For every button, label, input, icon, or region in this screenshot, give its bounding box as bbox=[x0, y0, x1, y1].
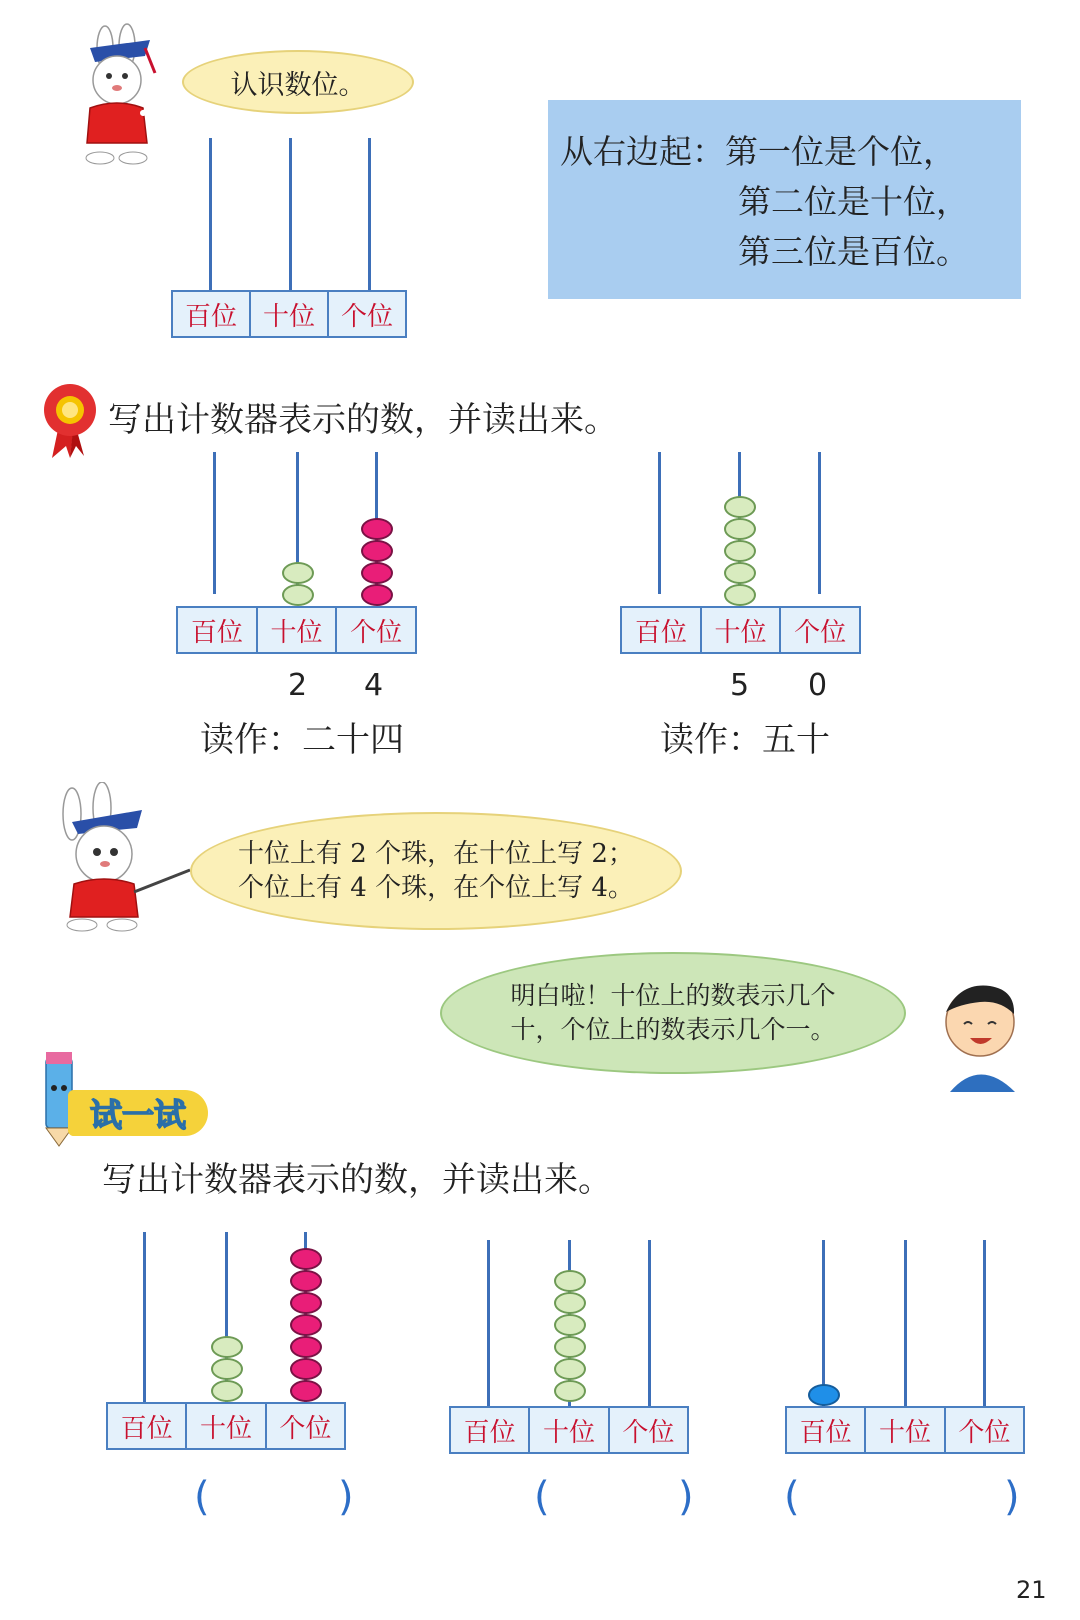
answer-blank[interactable] bbox=[212, 1478, 336, 1522]
intro-speech-bubble bbox=[182, 50, 414, 114]
tens-bead bbox=[724, 496, 756, 518]
answer-paren-open: ( bbox=[194, 1474, 210, 1520]
label-hundreds: 百位 bbox=[108, 1404, 187, 1448]
abacus-rod-ones bbox=[368, 138, 371, 290]
label-tens: 十位 bbox=[702, 608, 782, 652]
section1-heading: 写出计数器表示的数，并读出来。 bbox=[108, 400, 618, 440]
label-hundreds: 百位 bbox=[451, 1408, 530, 1452]
abacus-rod-ones bbox=[983, 1240, 986, 1406]
rabbit-note-line-2: 个位上有 4 个珠，在个位上写 4。 bbox=[238, 873, 634, 903]
label-tens: 十位 bbox=[258, 608, 338, 652]
ones-bead bbox=[361, 518, 393, 540]
label-tens: 十位 bbox=[866, 1408, 945, 1452]
page-number: 21 bbox=[1016, 1576, 1047, 1604]
answer-paren-close: ) bbox=[338, 1474, 354, 1520]
place-value-label-row bbox=[171, 290, 407, 338]
answer-paren-close: ) bbox=[1004, 1474, 1020, 1520]
answer-paren-close: ) bbox=[678, 1474, 694, 1520]
abacus-rod-hundreds bbox=[143, 1232, 146, 1402]
abacus-rod-tens bbox=[904, 1240, 907, 1406]
label-hundreds: 百位 bbox=[787, 1408, 866, 1452]
abacus-rod-hundreds bbox=[213, 452, 216, 594]
boy-speech-bubble bbox=[440, 952, 906, 1074]
ones-digit: 0 bbox=[808, 668, 828, 703]
place-value-label-row bbox=[785, 1406, 1025, 1454]
abacus-rod-hundreds bbox=[209, 138, 212, 290]
intro-bubble-text: 认识数位。 bbox=[230, 69, 366, 101]
abacus-rod-ones bbox=[648, 1240, 651, 1406]
ones-digit: 4 bbox=[364, 668, 384, 703]
tens-bead bbox=[211, 1336, 243, 1358]
tens-bead bbox=[282, 562, 314, 584]
read-as-text: 读作：二十四 bbox=[200, 720, 404, 760]
tens-bead bbox=[724, 562, 756, 584]
label-ones: 个位 bbox=[794, 617, 847, 648]
tens-bead bbox=[282, 584, 314, 606]
label-ones: 个位 bbox=[622, 1417, 675, 1448]
boy-illustration bbox=[930, 962, 1030, 1102]
tens-bead bbox=[554, 1380, 586, 1402]
ones-bead bbox=[290, 1358, 322, 1380]
ones-bead bbox=[361, 562, 393, 584]
tens-digit: 2 bbox=[288, 668, 308, 703]
abacus-rod-hundreds bbox=[822, 1240, 825, 1406]
tens-bead bbox=[724, 584, 756, 606]
boy-note-line-1: 明白啦！十位上的数表示几个 bbox=[510, 981, 836, 1010]
tens-bead bbox=[724, 540, 756, 562]
tens-digit: 5 bbox=[730, 668, 750, 703]
label-hundreds: 百位 bbox=[622, 608, 702, 652]
tens-bead bbox=[211, 1358, 243, 1380]
try-badge-text: 试一试 bbox=[89, 1096, 186, 1134]
info-line-2: 第二位是十位， bbox=[738, 182, 969, 221]
label-hundreds: 百位 bbox=[173, 292, 251, 336]
abacus-rod-ones bbox=[818, 452, 821, 594]
rosette-icon bbox=[40, 380, 100, 460]
answer-paren-open: ( bbox=[784, 1474, 800, 1520]
abacus-rod-hundreds bbox=[658, 452, 661, 594]
label-tens: 十位 bbox=[251, 292, 329, 336]
abacus-rod-hundreds bbox=[487, 1240, 490, 1406]
label-ones: 个位 bbox=[958, 1417, 1011, 1448]
place-value-info-box bbox=[548, 100, 1021, 299]
ones-bead bbox=[290, 1380, 322, 1402]
tens-bead bbox=[724, 518, 756, 540]
answer-paren-open: ( bbox=[534, 1474, 550, 1520]
label-ones: 个位 bbox=[340, 301, 393, 332]
label-tens: 十位 bbox=[187, 1404, 266, 1448]
place-value-label-row bbox=[176, 606, 417, 654]
ones-bead bbox=[361, 584, 393, 606]
ones-bead bbox=[361, 540, 393, 562]
info-line-1: 从右边起：第一位是个位， bbox=[560, 132, 956, 171]
ones-bead bbox=[290, 1314, 322, 1336]
tens-bead bbox=[554, 1292, 586, 1314]
label-ones: 个位 bbox=[350, 617, 403, 648]
tens-bead bbox=[554, 1314, 586, 1336]
label-ones: 个位 bbox=[279, 1413, 332, 1444]
answer-blank[interactable] bbox=[552, 1478, 676, 1522]
ones-bead bbox=[290, 1292, 322, 1314]
label-hundreds: 百位 bbox=[178, 608, 258, 652]
place-value-label-row bbox=[449, 1406, 689, 1454]
tens-bead bbox=[554, 1358, 586, 1380]
tens-bead bbox=[554, 1336, 586, 1358]
rabbit-pointer-illustration bbox=[42, 782, 192, 932]
try-badge-label bbox=[68, 1090, 208, 1136]
tens-bead bbox=[211, 1380, 243, 1402]
answer-blank[interactable] bbox=[804, 1478, 1000, 1522]
rabbit-speech-bubble bbox=[190, 812, 682, 930]
hundreds-bead bbox=[808, 1384, 840, 1406]
boy-note-line-2: 十，个位上的数表示几个一。 bbox=[510, 1015, 836, 1044]
label-tens: 十位 bbox=[530, 1408, 609, 1452]
try-badge bbox=[28, 1048, 208, 1148]
info-line-3: 第三位是百位。 bbox=[738, 232, 969, 271]
abacus-rod-tens bbox=[289, 138, 292, 290]
place-value-label-row bbox=[106, 1402, 346, 1450]
place-value-label-row bbox=[620, 606, 861, 654]
ones-bead bbox=[290, 1248, 322, 1270]
try-heading: 写出计数器表示的数，并读出来。 bbox=[102, 1160, 612, 1200]
ones-bead bbox=[290, 1270, 322, 1292]
tens-bead bbox=[554, 1270, 586, 1292]
rabbit-note-line-1: 十位上有 2 个珠，在十位上写 2； bbox=[238, 839, 634, 869]
read-as-text: 读作：五十 bbox=[660, 720, 830, 760]
rabbit-teacher-illustration bbox=[55, 18, 175, 168]
ones-bead bbox=[290, 1336, 322, 1358]
